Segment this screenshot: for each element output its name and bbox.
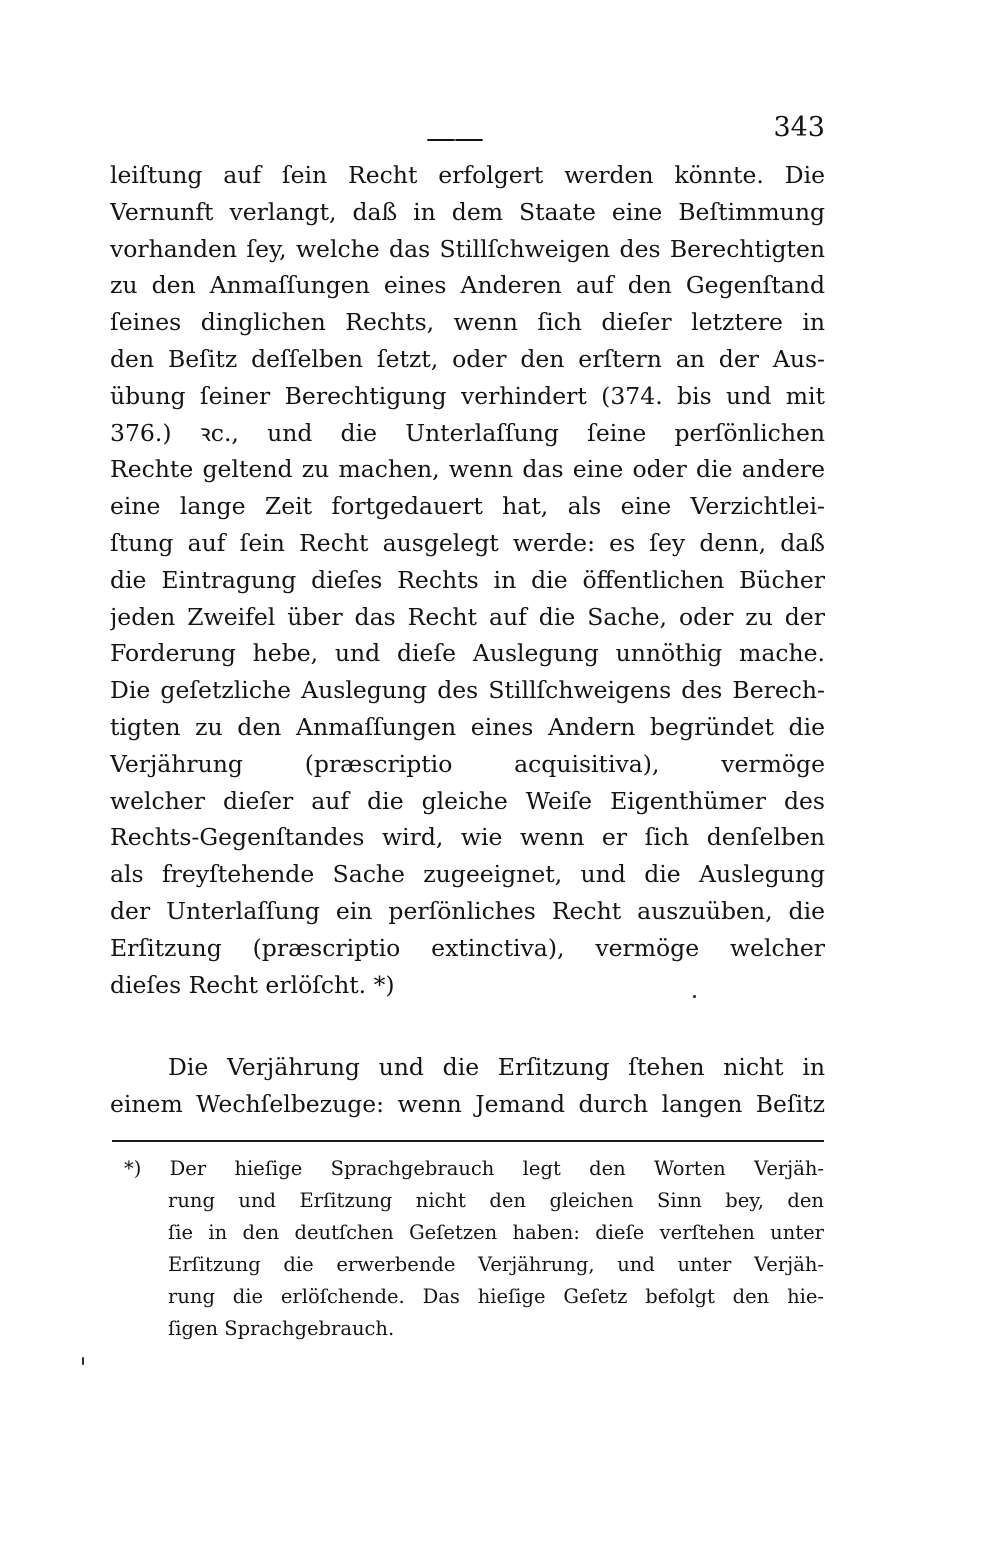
text-line: ſtung auf ſein Recht ausgelegt werde: es ſey denn, daß bbox=[110, 528, 825, 557]
text-line: Erſitzung (præscriptio extinctiva), vermöge welcher bbox=[110, 933, 825, 962]
text-line: Verjährung (præscriptio acquisitiva), vermöge bbox=[110, 749, 825, 778]
text-line: dieſes Recht erlöſcht. *) bbox=[110, 970, 395, 999]
text-line: Vernunft verlangt, daß in dem Staate eine Beſtimmung bbox=[110, 197, 825, 226]
footnote-line: rung und Erſitzung nicht den gleichen Sinn bey, den bbox=[168, 1189, 824, 1212]
text-line: tigten zu den Anmaſſungen eines Andern begründet die bbox=[110, 712, 825, 741]
text-line: Die Verjährung und die Erſitzung ſtehen nicht in bbox=[168, 1053, 825, 1082]
text-line: 376.) ꝛc., und die Unterlaſſung ſeine perſönlichen bbox=[110, 418, 825, 447]
text-line: den Beſitz deſſelben ſetzt, oder den erſtern an der Aus- bbox=[110, 344, 825, 373]
ink-speck bbox=[693, 995, 696, 998]
text-line: Die geſetzliche Auslegung des Stillſchweigens des Berech- bbox=[110, 676, 825, 705]
text-line: als freyſtehende Sache zugeeignet, und die Auslegung bbox=[110, 860, 825, 889]
text-line: leiſtung auf ſein Recht erfolgert werden könnte. Die bbox=[110, 161, 825, 189]
ink-speck bbox=[82, 1357, 84, 1365]
text-line: einem Wechſelbezuge: wenn Jemand durch langen Beſitz bbox=[110, 1090, 825, 1119]
text-line: zu den Anmaſſungen eines Anderen auf den Gegenſtand bbox=[110, 271, 825, 300]
text-line: Rechte geltend zu machen, wenn das eine oder die andere bbox=[110, 455, 825, 484]
text-line: die Eintragung dieſes Rechts in die öffentlichen Bücher bbox=[110, 565, 825, 594]
footnote-line: rung die erlöſchende. Das hieſige Geſetz befolgt den hie- bbox=[168, 1285, 824, 1308]
footnote-divider bbox=[112, 1140, 824, 1142]
text-line: übung ſeiner Berechtigung verhindert (374. bis und mit bbox=[110, 381, 825, 410]
text-line: der Unterlaſſung ein perſönliches Recht auszuüben, die bbox=[110, 896, 825, 925]
footnote bbox=[112, 1153, 824, 1345]
text-line: vorhanden ſey, welche das Stillſchweigen des Berechtigten bbox=[110, 234, 825, 263]
paragraph-gap bbox=[110, 1003, 825, 1049]
text-line: eine lange Zeit fortgedauert hat, als eine Verzichtlei- bbox=[110, 492, 825, 521]
footnote-line: Erſitzung die erwerbende Verjährung, und unter Verjäh- bbox=[168, 1253, 824, 1276]
running-header bbox=[110, 104, 825, 156]
text-line: Forderung hebe, und dieſe Auslegung unnöthig mache. bbox=[110, 639, 825, 668]
text-line: ſeines dinglichen Rechts, wenn ſich dieſer letztere in bbox=[110, 308, 825, 337]
footnote-line: ſigen Sprachgebrauch. bbox=[168, 1317, 395, 1340]
text-line: Rechts-Gegenſtandes wird, wie wenn er ſich denſelben bbox=[110, 823, 825, 852]
header-rule-dash: —— bbox=[426, 121, 482, 156]
footnote-line: ſie in den deutſchen Geſetzen haben: dieſe verſtehen unter bbox=[168, 1221, 824, 1244]
main-text bbox=[110, 157, 825, 1123]
text-line: welcher dieſer auf die gleiche Weiſe Eigenthümer des bbox=[110, 786, 825, 815]
page-number: 343 bbox=[773, 112, 825, 143]
text-line: jeden Zweifel über das Recht auf die Sache, oder zu der bbox=[110, 602, 825, 631]
footnote-line: *) Der hieſige Sprachgebrauch legt den Worten Verjäh- bbox=[124, 1157, 824, 1180]
